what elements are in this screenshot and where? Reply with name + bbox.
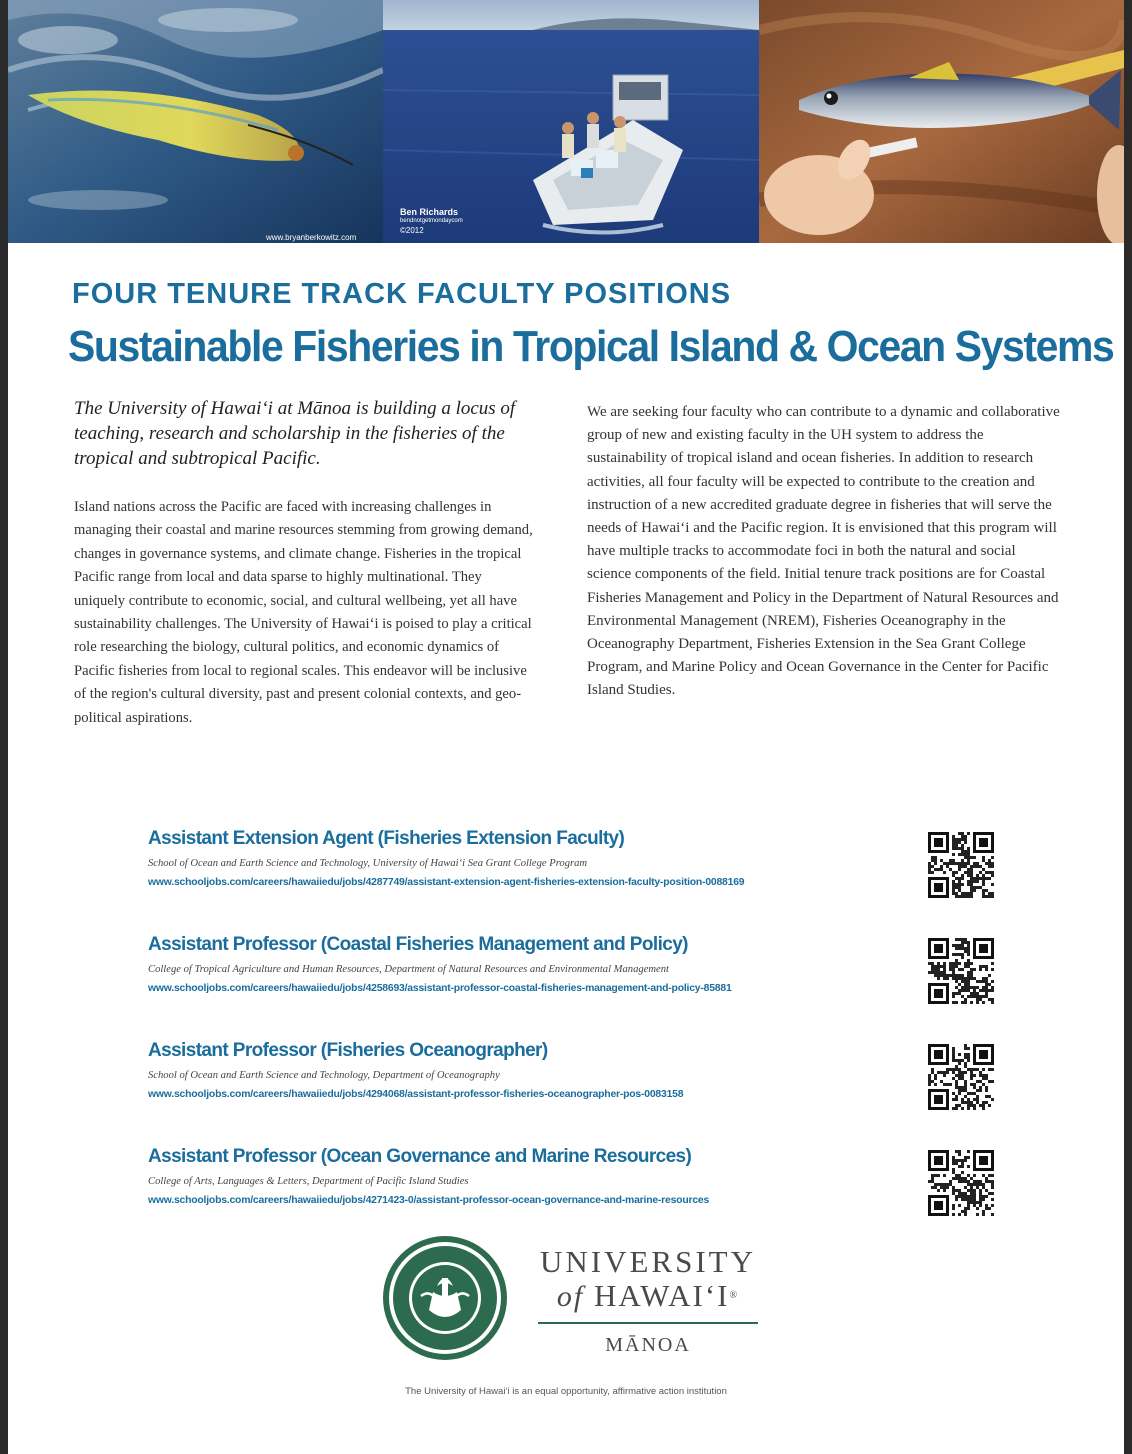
qr-code-icon[interactable] — [928, 938, 994, 1004]
job-department: College of Arts, Languages & Letters, Department of Pacific Island Studies — [148, 1176, 469, 1187]
job-listing — [148, 1146, 1008, 1252]
wordmark-manoa: MĀNOA — [605, 1334, 691, 1356]
job-department: School of Ocean and Earth Science and Technology, Department of Oceanography — [148, 1070, 500, 1081]
photo-strip — [8, 0, 1124, 243]
positions-eyebrow: FOUR TENURE TRACK FACULTY POSITIONS — [72, 278, 732, 310]
registered-mark: ® — [729, 1290, 740, 1301]
wordmark-divider — [538, 1322, 758, 1324]
wordmark-of: of — [556, 1280, 585, 1313]
job-listing — [148, 828, 1008, 934]
fishing-boat-photo — [383, 0, 759, 243]
photo-credit-site: bendnotgetmondaycom — [400, 218, 463, 224]
job-listings — [148, 828, 1008, 1252]
university-wordmark — [528, 1245, 768, 1356]
tuna-measurement-photo — [759, 0, 1124, 243]
body-paragraph-right: We are seeking four faculty who can contribute to a dynamic and collaborative group of new and existing faculty in the UH system to address the sustainability of tropical island and ocean fisheries. In addition to research activities, all four faculty will be expected to contribute to the creation and instruction of a new accredited graduate degree in fisheries that will serve the needs of Hawaiʻi and the Pacific region. It is envisioned that this program will have multiple tracks to accommodate foci in both the natural and social science components of the field. Initial tenure track positions are for Coastal Fisheries Management and Policy in the Department of Natural Resources and Environmental Management (NREM), Fisheries Oceanography in the Oceanography Department, Fisheries Extension in the Sea Grant College Program, and Marine Policy and Ocean Governance in the Center for Pacific Island Studies. — [587, 404, 1060, 699]
photo-credit-name: Ben Richards — [400, 207, 459, 217]
job-title: Assistant Professor (Ocean Governance and Marine Resources) — [148, 1146, 692, 1167]
photo-credit-year: ©2012 — [400, 226, 424, 235]
wordmark-university: UNIVERSITY — [540, 1244, 756, 1279]
equal-opportunity-statement: The University of Hawaiʻi is an equal opportunity, affirmative action institution — [405, 1386, 727, 1397]
intro-paragraph: The University of Hawaiʻi at Mānoa is building a locus of teaching, research and scholarship in the fisheries of the tropical and subtropical Pacific. — [74, 398, 516, 469]
job-title: Assistant Extension Agent (Fisheries Extension Faculty) — [148, 828, 625, 849]
job-department: School of Ocean and Earth Science and Technology, University of Hawaiʻi Sea Grant College Program — [148, 858, 588, 869]
job-url-link[interactable]: www.schooljobs.com/careers/hawaiiedu/jobs/4258693/assistant-professor-coastal-fisheries-management-and-policy-85881 — [148, 983, 732, 994]
photo-credit-left: www.bryanberkowitz.com — [266, 233, 357, 242]
qr-code-icon[interactable] — [928, 1150, 994, 1216]
job-url-link[interactable]: www.schooljobs.com/careers/hawaiiedu/jobs/4271423-0/assistant-professor-ocean-governance-and-marine-resources — [148, 1195, 710, 1206]
job-title: Assistant Professor (Coastal Fisheries Management and Policy) — [148, 934, 688, 955]
page-title: Sustainable Fisheries in Tropical Island & Ocean Systems — [68, 322, 1114, 371]
qr-code-icon[interactable] — [928, 832, 994, 898]
job-listing — [148, 1040, 1008, 1146]
university-seal-icon — [381, 1234, 509, 1362]
job-listing — [148, 934, 1008, 1040]
job-title: Assistant Professor (Fisheries Oceanographer) — [148, 1040, 548, 1061]
job-url-link[interactable]: www.schooljobs.com/careers/hawaiiedu/jobs/4294068/assistant-professor-fisheries-oceanographer-pos-0083158 — [148, 1089, 684, 1100]
job-department: College of Tropical Agriculture and Human Resources, Department of Natural Resources and Environmental Management — [148, 964, 669, 975]
qr-code-icon[interactable] — [928, 1044, 994, 1110]
job-url-link[interactable]: www.schooljobs.com/careers/hawaiiedu/jobs/4287749/assistant-extension-agent-fisheries-extension-faculty-position-0088169 — [148, 877, 745, 888]
flyer-page — [8, 0, 1124, 1454]
body-paragraph-left: Island nations across the Pacific are faced with increasing challenges in managing their coastal and marine resources stemming from growing demand, changes in governance systems, and climate change. Fisheries in the tropical Pacific range from local and data sparse to highly multinational. They uniquely contribute to economic, social, and cultural wellbeing, yet all have sustainability challenges. The University of Hawaiʻi is poised to play a critical role researching the biology, cultural politics, and economic dynamics of Pacific fisheries from local to regional scales. This endeavor will be inclusive of the region's cultural diversity, past and present colonial contexts, and geo-political aspirations. — [74, 499, 533, 726]
mahi-mahi-photo — [8, 0, 383, 243]
wordmark-hawaii-line — [528, 1279, 768, 1314]
wordmark-hawaii: HAWAIʻI — [594, 1278, 730, 1313]
